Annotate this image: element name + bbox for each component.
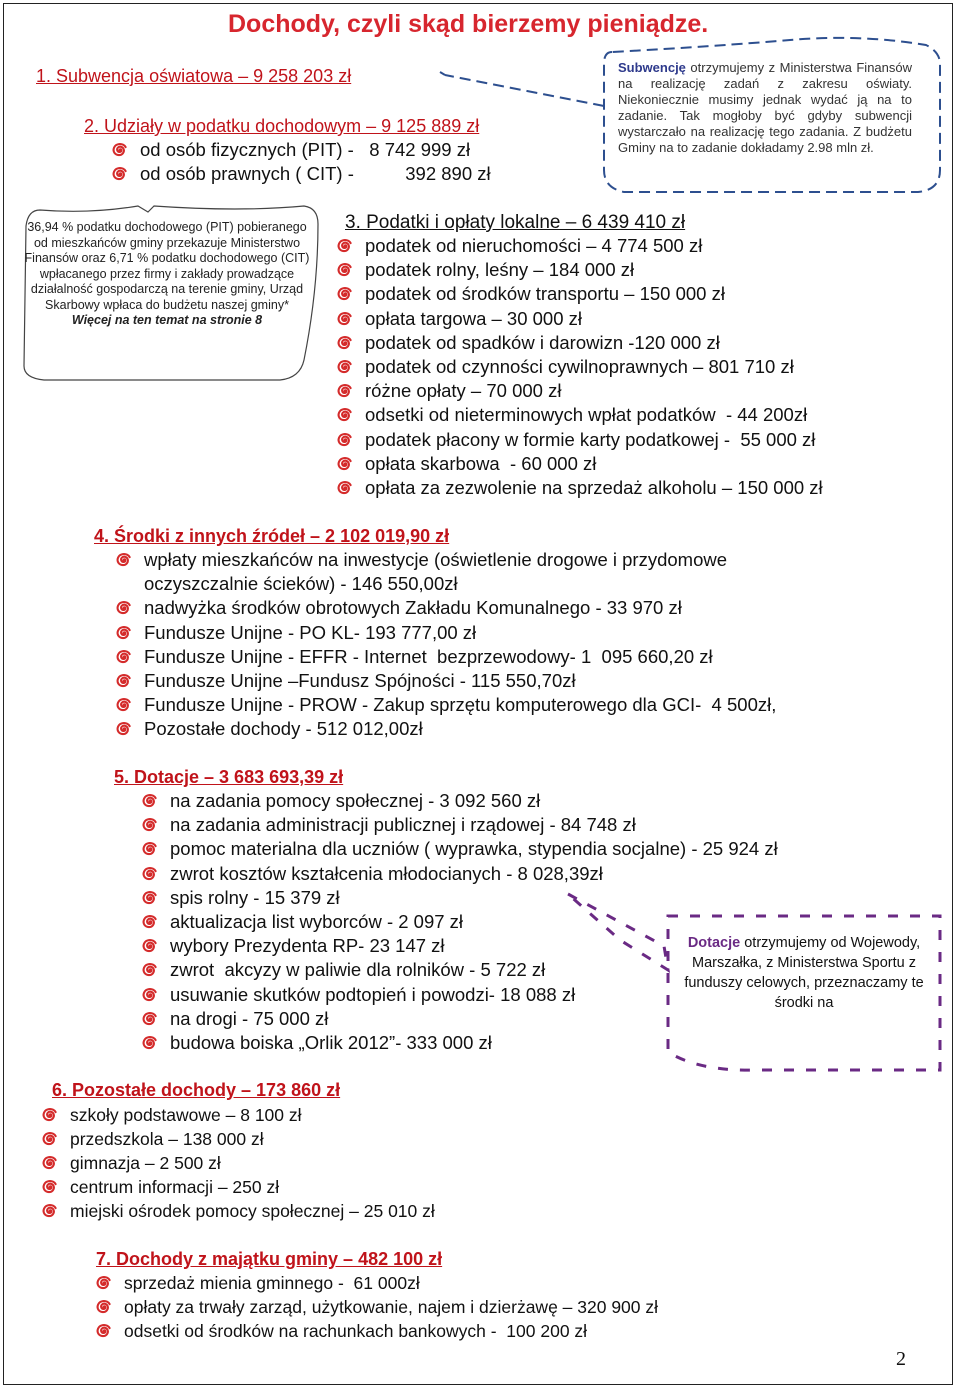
spiral-bullet-icon xyxy=(114,672,132,690)
list-item: Fundusze Unijne - PROW - Zakup sprzętu komputerowego dla GCI- 4 500zł, xyxy=(114,693,854,717)
list-item: Pozostałe dochody - 512 012,00zł xyxy=(114,717,854,741)
section-1-heading: 1. Subwencja oświatowa – 9 258 203 zł xyxy=(36,66,352,86)
list-item: od osób prawnych ( CIT) - 392 890 zł xyxy=(110,162,491,186)
list-item: Fundusze Unijne - EFFR - Internet bezprzewodowy- 1 095 660,20 zł xyxy=(114,645,854,669)
pit-callout xyxy=(22,208,312,378)
list-item: podatek płacony w formie karty podatkowej - 55 000 zł xyxy=(335,428,823,452)
spiral-bullet-icon xyxy=(335,406,353,424)
spiral-bullet-icon xyxy=(335,455,353,473)
spiral-bullet-icon xyxy=(335,334,353,352)
section-4-heading: 4. Środki z innych źródeł – 2 102 019,90 zł xyxy=(94,526,450,546)
spiral-bullet-icon xyxy=(140,792,158,810)
section-2-list xyxy=(110,138,491,186)
list-item: opłata za zezwolenie na sprzedaż alkoholu – 150 000 zł xyxy=(335,476,823,500)
spiral-bullet-icon xyxy=(335,310,353,328)
list-item: różne opłaty – 70 000 zł xyxy=(335,379,823,403)
spiral-bullet-icon xyxy=(114,720,132,738)
list-item: podatek od środków transportu – 150 000 zł xyxy=(335,282,823,306)
list-item: opłata targowa – 30 000 zł xyxy=(335,307,823,331)
section-3-list xyxy=(335,234,823,500)
list-item: przedszkola – 138 000 zł xyxy=(40,1127,435,1151)
list-item: miejski ośrodek pomocy społecznej – 25 010 zł xyxy=(40,1199,435,1223)
list-item: wybory Prezydenta RP- 23 147 zł xyxy=(140,934,778,958)
spiral-bullet-icon xyxy=(94,1274,112,1292)
spiral-bullet-icon xyxy=(140,913,158,931)
section-6-list xyxy=(40,1103,435,1223)
spiral-bullet-icon xyxy=(335,237,353,255)
subwencja-callout-pointer xyxy=(440,72,604,106)
spiral-bullet-icon xyxy=(110,141,128,159)
list-item: usuwanie skutków podtopień i powodzi- 18 088 zł xyxy=(140,983,778,1007)
section-5-heading: 5. Dotacje – 3 683 693,39 zł xyxy=(114,767,344,787)
spiral-bullet-icon xyxy=(140,1010,158,1028)
section-4-list xyxy=(114,548,854,742)
spiral-bullet-icon xyxy=(140,889,158,907)
list-item: gimnazja – 2 500 zł xyxy=(40,1151,435,1175)
spiral-bullet-icon xyxy=(40,1130,58,1148)
spiral-bullet-icon xyxy=(140,865,158,883)
section-2-heading: 2. Udziały w podatku dochodowym – 9 125 889 zł xyxy=(84,116,480,136)
spiral-bullet-icon xyxy=(140,1034,158,1052)
list-item: podatek rolny, leśny – 184 000 zł xyxy=(335,258,823,282)
list-item: Fundusze Unijne - PO KL- 193 777,00 zł xyxy=(114,621,854,645)
spiral-bullet-icon xyxy=(335,261,353,279)
list-item: odsetki od nieterminowych wpłat podatków - 44 200zł xyxy=(335,403,823,427)
list-item: nadwyżka środków obrotowych Zakładu Komunalnego - 33 970 zł xyxy=(114,596,854,620)
list-item: opłata skarbowa - 60 000 zł xyxy=(335,452,823,476)
pit-callout-more: Więcej na ten temat na stronie 8 xyxy=(71,313,263,327)
page-number: 2 xyxy=(896,1348,906,1370)
dotacje-note xyxy=(683,933,925,1013)
spiral-bullet-icon xyxy=(114,648,132,666)
spiral-bullet-icon xyxy=(140,961,158,979)
spiral-bullet-icon xyxy=(335,285,353,303)
spiral-bullet-icon xyxy=(94,1322,112,1340)
list-item: zwrot akcyzy w paliwie dla rolników - 5 722 zł xyxy=(140,958,778,982)
list-item: zwrot kosztów kształcenia młodocianych - 8 028,39zł xyxy=(140,862,778,886)
spiral-bullet-icon xyxy=(335,431,353,449)
spiral-bullet-icon xyxy=(335,358,353,376)
list-item: od osób fizycznych (PIT) - 8 742 999 zł xyxy=(110,138,491,162)
subwencja-note-text: otrzymujemy z Ministerstwa Finansów na realizację zadań z zakresu oświaty. Niekoniecznie musimy jednak wydać ją na to zadanie. Tak mogłoby być gdyby subwencji wystarczało na realizację tego zadania. Z budżetu Gminy na to zadanie dokładamy 2.98 mln zł. xyxy=(618,60,912,155)
list-item: spis rolny - 15 379 zł xyxy=(140,886,778,910)
spiral-bullet-icon xyxy=(140,840,158,858)
spiral-bullet-icon xyxy=(114,599,132,617)
list-item: na zadania pomocy społecznej - 3 092 560 zł xyxy=(140,789,778,813)
subwencja-note-label: Subwencję xyxy=(618,60,686,75)
spiral-bullet-icon xyxy=(114,624,132,642)
list-item: pomoc materialna dla uczniów ( wyprawka, stypendia socjalne) - 25 924 zł xyxy=(140,837,778,861)
spiral-bullet-icon xyxy=(94,1298,112,1316)
list-item: podatek od nieruchomości – 4 774 500 zł xyxy=(335,234,823,258)
spiral-bullet-icon xyxy=(335,479,353,497)
spiral-bullet-icon xyxy=(40,1202,58,1220)
spiral-bullet-icon xyxy=(335,382,353,400)
spiral-bullet-icon xyxy=(40,1154,58,1172)
section-3-heading: 3. Podatki i opłaty lokalne – 6 439 410 zł xyxy=(345,212,686,233)
spiral-bullet-icon xyxy=(40,1106,58,1124)
section-6-heading: 6. Pozostałe dochody – 173 860 zł xyxy=(52,1080,341,1100)
list-item: podatek od czynności cywilnoprawnych – 801 710 zł xyxy=(335,355,823,379)
pit-callout-text: 36,94 % podatku dochodowego (PIT) pobieranego od mieszkańców gminy przekazuje Ministerstwo Finansów oraz 6,71 % podatku dochodowego (CIT) wpłacanego przez firmy i zakłady prowadzące działalność gospodarczą na terenie gminy, Urząd Skarbowy wpłaca do budżetu naszej gminy* xyxy=(24,220,310,312)
list-item: odsetki od środków na rachunkach bankowych - 100 200 zł xyxy=(94,1319,658,1343)
list-item: aktualizacja list wyborców - 2 097 zł xyxy=(140,910,778,934)
dotacje-note-text: otrzymujemy od Wojewody, Marszałka, z Ministerstwa Sportu z funduszy celowych, przeznaczamy te środki na xyxy=(684,935,924,1011)
spiral-bullet-icon xyxy=(110,165,128,183)
spiral-bullet-icon xyxy=(40,1178,58,1196)
list-item: podatek od spadków i darowizn -120 000 zł xyxy=(335,331,823,355)
list-item: szkoły podstawowe – 8 100 zł xyxy=(40,1103,435,1127)
section-5-list xyxy=(140,789,778,1055)
subwencja-note xyxy=(618,60,912,156)
list-item: centrum informacji – 250 zł xyxy=(40,1175,435,1199)
list-item: budowa boiska „Orlik 2012”- 333 000 zł xyxy=(140,1031,778,1055)
spiral-bullet-icon xyxy=(140,816,158,834)
page-title: Dochody, czyli skąd bierzemy pieniądze. xyxy=(228,10,709,38)
spiral-bullet-icon xyxy=(140,986,158,1004)
list-item: Fundusze Unijne –Fundusz Spójności - 115 550,70zł xyxy=(114,669,854,693)
list-item: na zadania administracji publicznej i rządowej - 84 748 zł xyxy=(140,813,778,837)
list-item: wpłaty mieszkańców na inwestycje (oświetlenie drogowe i przydomowe oczyszczalnie ścieków) - 146 550,00zł xyxy=(114,548,854,596)
list-item: na drogi - 75 000 zł xyxy=(140,1007,778,1031)
section-7-list xyxy=(94,1271,658,1343)
section-7-heading: 7. Dochody z majątku gminy – 482 100 zł xyxy=(96,1249,443,1269)
spiral-bullet-icon xyxy=(114,551,132,569)
list-item: opłaty za trwały zarząd, użytkowanie, najem i dzierżawę – 320 900 zł xyxy=(94,1295,658,1319)
list-item: sprzedaż mienia gminnego - 61 000zł xyxy=(94,1271,658,1295)
spiral-bullet-icon xyxy=(114,696,132,714)
dotacje-note-label: Dotacje xyxy=(687,935,741,951)
spiral-bullet-icon xyxy=(140,937,158,955)
